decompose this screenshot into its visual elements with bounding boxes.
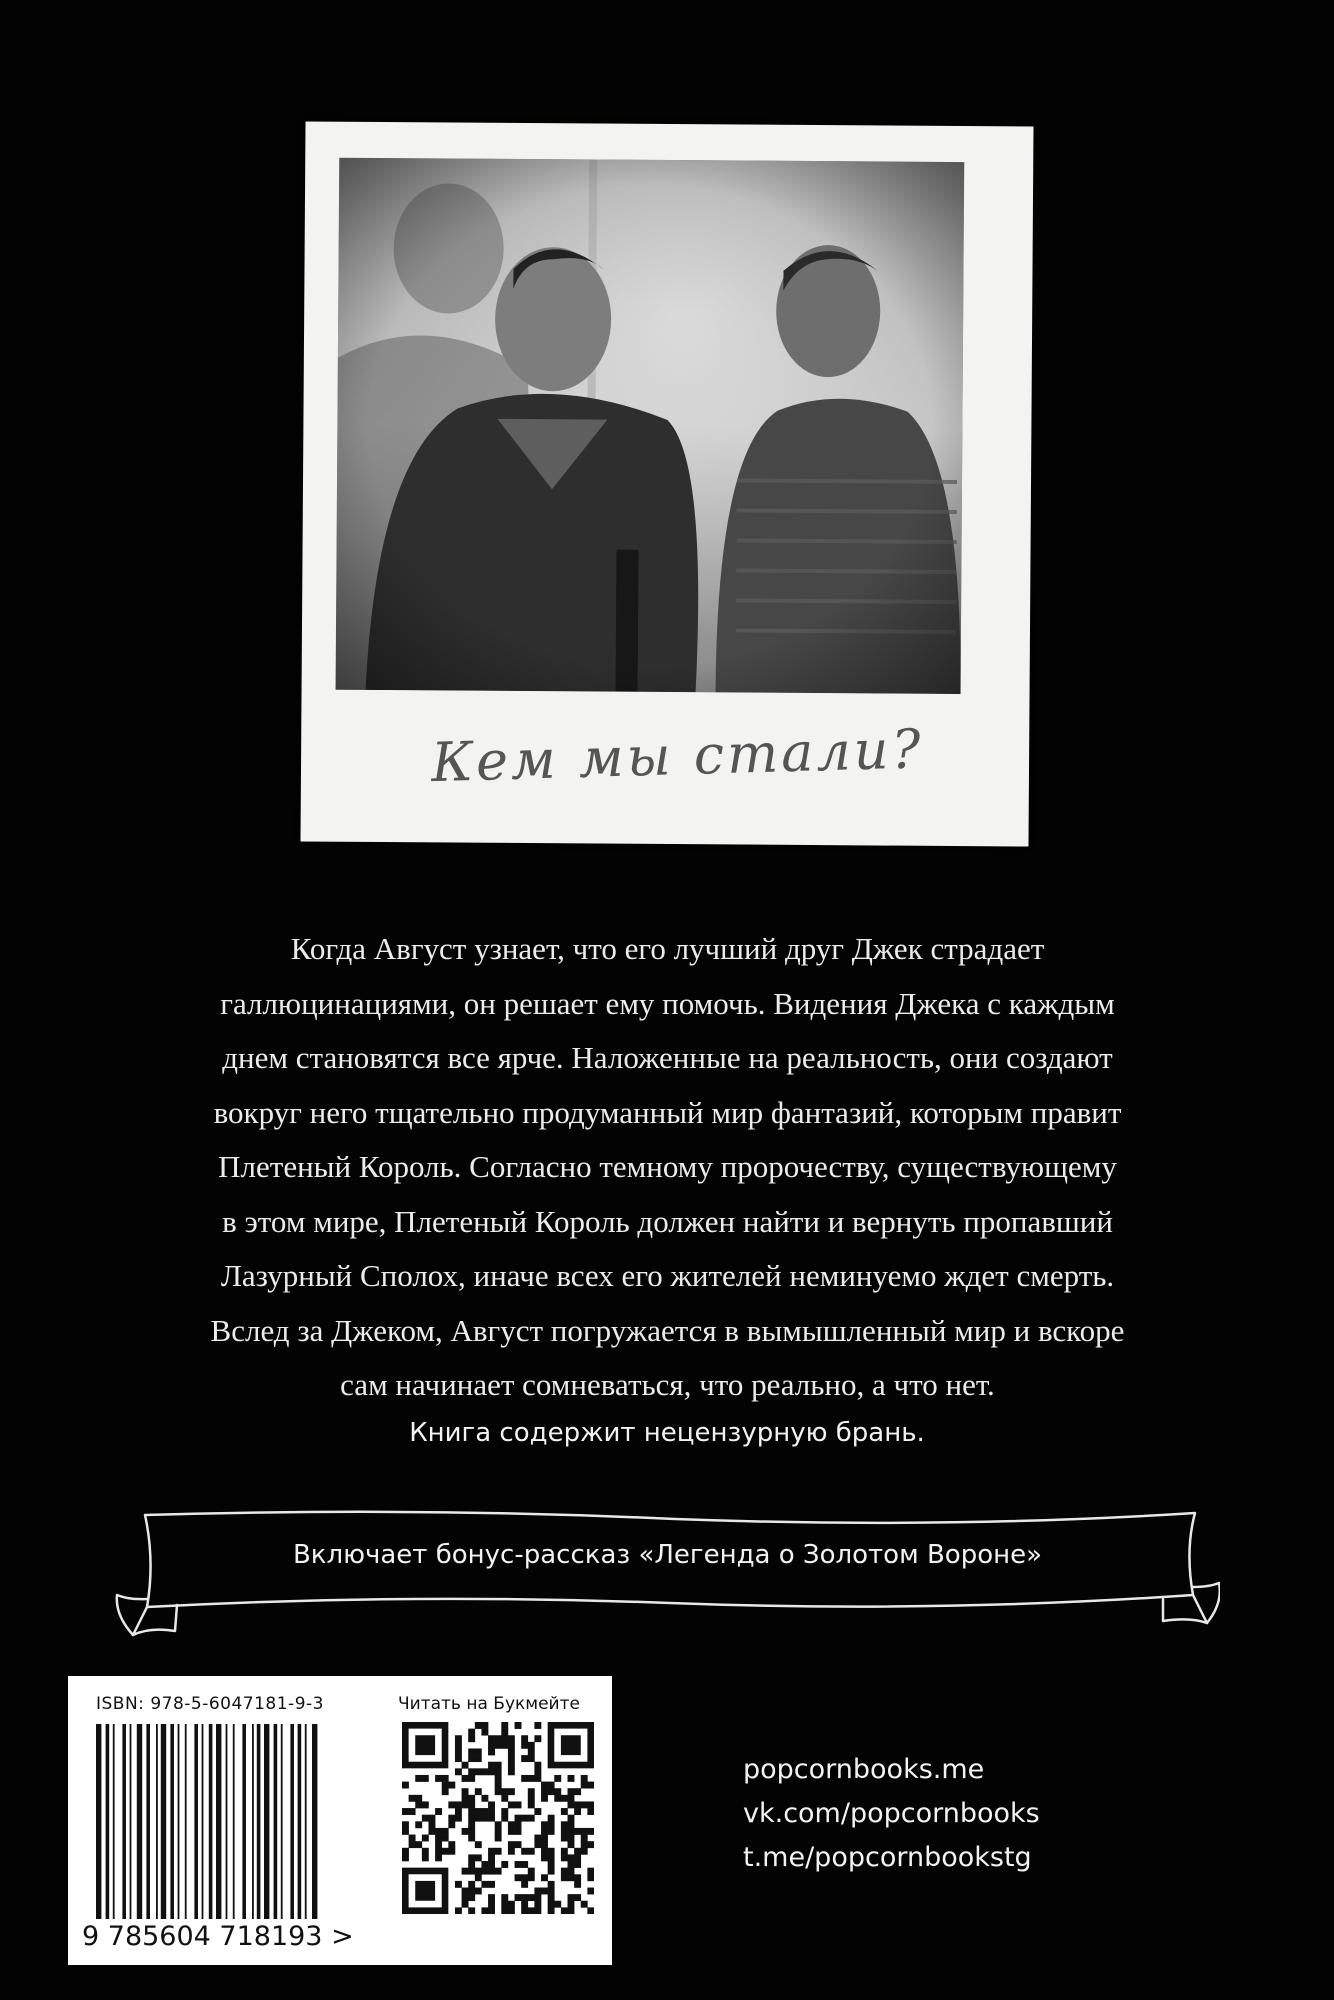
isbn-label [68, 1676, 612, 1965]
bonus-banner [115, 1495, 1220, 1645]
barcode-digits: 9 785604 718193 > [82, 1921, 354, 1952]
barcode-icon [96, 1724, 366, 1924]
description-line: Лазурный Сполох, иначе всех его жителей неминуемо ждет смерть. [220, 1258, 1115, 1293]
cover-photo [336, 158, 965, 694]
description-line: в этом мире, Плетеный Король должен найти и вернуть пропавший [222, 1203, 1113, 1239]
banner-text: Включает бонус-рассказ «Легенда о Золотом Вороне» [292, 1540, 1043, 1570]
link-vk[interactable]: vk.com/popcornbooks [743, 1798, 1040, 1829]
link-telegram[interactable]: t.me/popcornbookstg [743, 1842, 1032, 1873]
isbn-text: ISBN: 978-5-6047181-9-3 [96, 1694, 324, 1714]
description-line: Вслед за Джеком, Август погружается в вымышленный мир и вскоре [210, 1312, 1125, 1348]
description-line: Плетеный Король. Согласно темному пророчеству, существующему [218, 1149, 1117, 1184]
publisher-links [743, 1748, 1040, 1880]
polaroid-photo [300, 121, 1033, 846]
ribbon-outline-icon [115, 1495, 1220, 1645]
photo-caption: Кем мы стали? [430, 717, 925, 795]
book-description [140, 922, 1195, 1413]
description-line: галлюцинациями, он решает ему помочь. Видения Джека с каждым [220, 985, 1115, 1021]
description-line: сам начинает сомневаться, что реально, а что нет. [340, 1367, 995, 1402]
photo-image [336, 158, 965, 694]
description-line: днем становятся все ярче. Наложенные на реальность, они создают [222, 1040, 1113, 1075]
description-line: Когда Август узнает, что его лучший друг Джек страдает [290, 931, 1045, 966]
link-website[interactable]: popcornbooks.me [743, 1754, 985, 1785]
qr-title[interactable]: Читать на Букмейте [398, 1694, 580, 1714]
qr-code-icon[interactable] [402, 1722, 594, 1914]
content-warning: Книга содержит нецензурную брань. [409, 1418, 925, 1448]
description-line: вокруг него тщательно продуманный мир фантазий, которым правит [213, 1094, 1122, 1130]
